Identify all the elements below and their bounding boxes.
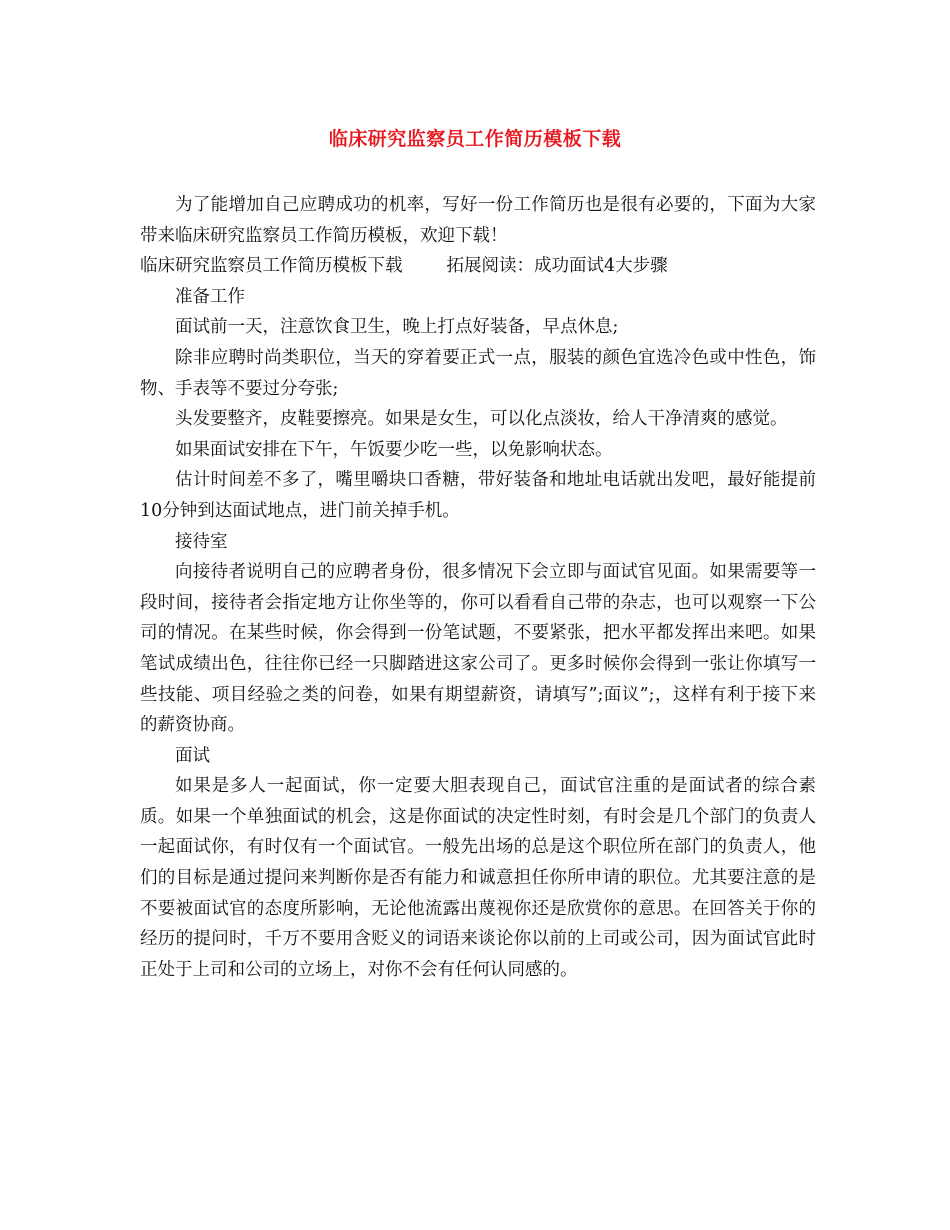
body-paragraph: 除非应聘时尚类职位，当天的穿着要正式一点，服装的颜色宜选冷色或中性色，饰物、手表等不要过分夸张; bbox=[140, 347, 816, 399]
download-line-right: 拓展阅读：成功面试4大步骤 bbox=[446, 256, 668, 277]
section-heading: 接待室 bbox=[175, 531, 228, 552]
download-line-left: 临床研究监察员工作简历模板下载 bbox=[140, 256, 403, 277]
document-title: 临床研究监察员工作简历模板下载 bbox=[328, 128, 622, 150]
section-heading: 面试 bbox=[175, 745, 210, 766]
body-paragraph: 估计时间差不多了，嘴里嚼块口香糖，带好装备和地址电话就出发吧，最好能提前10分钟到达面试地点，进门前关掉手机。 bbox=[140, 470, 816, 521]
body-paragraph: 如果面试安排在下午，午饭要少吃一些，以免影响状态。 bbox=[175, 439, 613, 460]
intro-paragraph: 为了能增加自己应聘成功的机率，写好一份工作简历也是很有必要的，下面为大家带来临床研究监察员工作简历模板，欢迎下载！ bbox=[140, 195, 816, 246]
body-paragraph: 向接待者说明自己的应聘者身份，很多情况下会立即与面试官见面。如果需要等一段时间，接待者会指定地方让你坐等的，你可以看看自己带的杂志，也可以观察一下公司的情况。在某些时候，你会得到一份笔试题，不要紧张，把水平都发挥出来吧。如果笔试成绩出色，往往你已经一只脚踏进这家公司了。更多时候你会得到一张让你填写一些技能、项目经验之类的问卷，如果有期望薪资，请填写”;面议”;，这样有利于接下来的薪资协商。 bbox=[140, 562, 816, 736]
section-heading: 准备工作 bbox=[175, 286, 245, 307]
download-line bbox=[140, 251, 816, 282]
body-paragraph: 如果是多人一起面试，你一定要大胆表现自己，面试官注重的是面试者的综合素质。如果一个单独面试的机会，这是你面试的决定性时刻，有时会是几个部门的负责人一起面试你，有时仅有一个面试官。一般先出场的总是这个职位所在部门的负责人，他们的目标是通过提问来判断你是否有能力和诚意担任你所申请的职位。尤其要注意的是不要被面试官的态度所影响，无论他流露出蔑视你还是欣赏你的意思。在回答关于你的经历的提问时，千万不要用含贬义的词语来谈论你以前的上司或公司，因为面试官此时正处于上司和公司的立场上，对你不会有任何认同感的。 bbox=[140, 776, 816, 980]
document-body bbox=[140, 190, 816, 985]
body-paragraph: 头发要整齐，皮鞋要擦亮。如果是女生，可以化点淡妆，给人干净清爽的感觉。 bbox=[175, 409, 788, 430]
body-paragraph: 面试前一天，注意饮食卫生，晚上打点好装备，早点休息; bbox=[175, 317, 619, 338]
